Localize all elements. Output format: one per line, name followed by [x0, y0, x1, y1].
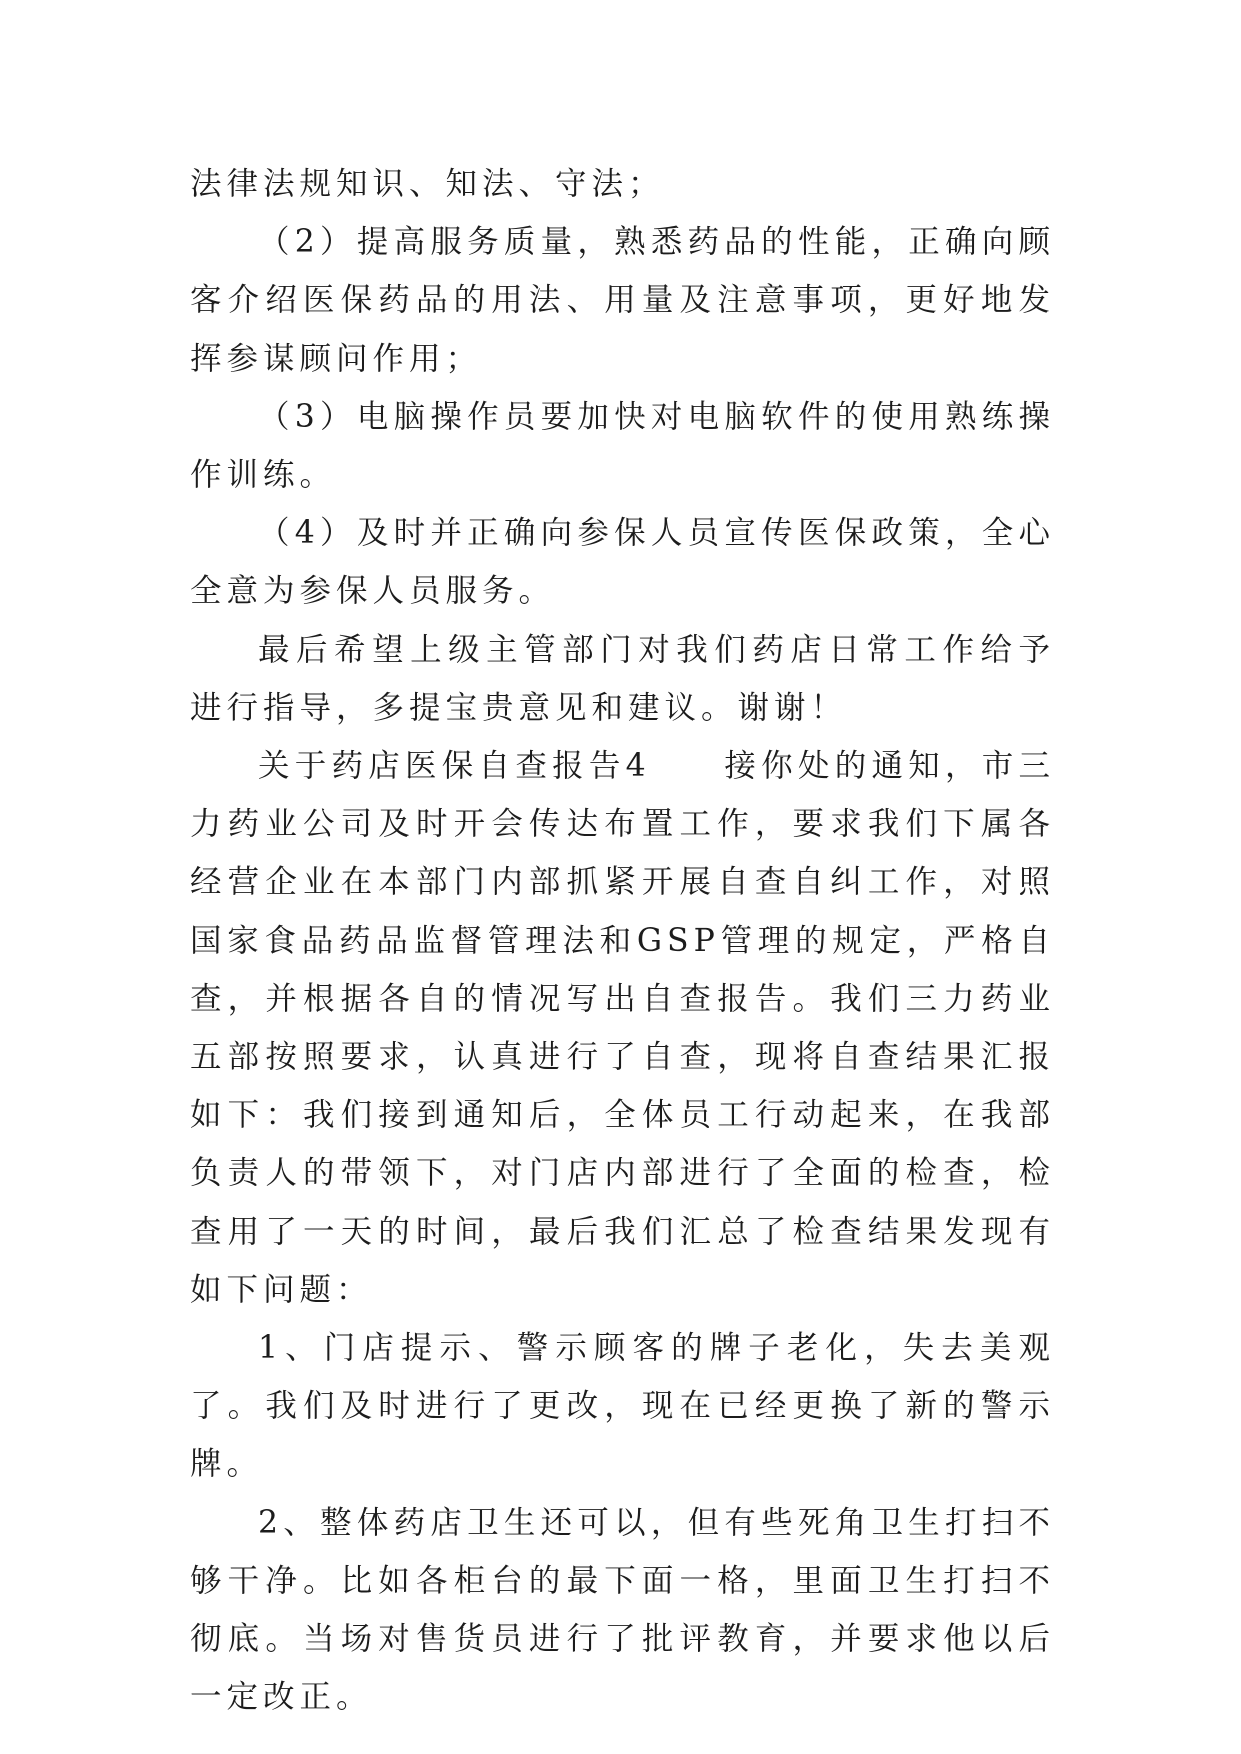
paragraph-6: 关于药店医保自查报告4 接你处的通知，市三力药业公司及时开会传达布置工作，要求我们下属各经营企业在本部门内部抓紧开展自查自纠工作，对照国家食品药品监督管理法和GSP管理的规定，严格自查，并根据各自的情况写出自查报告。我们三力药业五部按照要求，认真进行了自查，现将自查结果汇报如下：我们接到通知后，全体员工行动起来，在我部负责人的带领下，对门店内部进行了全面的检查，检查用了一天的时间，最后我们汇总了检查结果发现有如下问题： [190, 748, 1055, 1308]
document-body [190, 155, 1055, 1726]
paragraph-4: （4）及时并正确向参保人员宣传医保政策，全心全意为参保人员服务。 [190, 515, 1055, 610]
paragraph-1: 法律法规知识、知法、守法； [190, 166, 665, 202]
paragraph-3: （3）电脑操作员要加快对电脑软件的使用熟练操作训练。 [190, 398, 1055, 494]
paragraph-7: 1、门店提示、警示顾客的牌子老化，失去美观了。我们及时进行了更改，现在已经更换了新的警示牌。 [190, 1330, 1055, 1483]
paragraph-2: （2）提高服务质量，熟悉药品的性能，正确向顾客介绍医保药品的用法、用量及注意事项，更好地发挥参谋顾问作用； [190, 224, 1055, 377]
paragraph-5: 最后希望上级主管部门对我们药店日常工作给予进行指导，多提宝贵意见和建议。谢谢！ [190, 631, 1055, 726]
paragraph-8: 2、整体药店卫生还可以，但有些死角卫生打扫不够干净。比如各柜台的最下面一格，里面卫生打扫不彻底。当场对售货员进行了批评教育，并要求他以后一定改正。 [190, 1504, 1055, 1716]
